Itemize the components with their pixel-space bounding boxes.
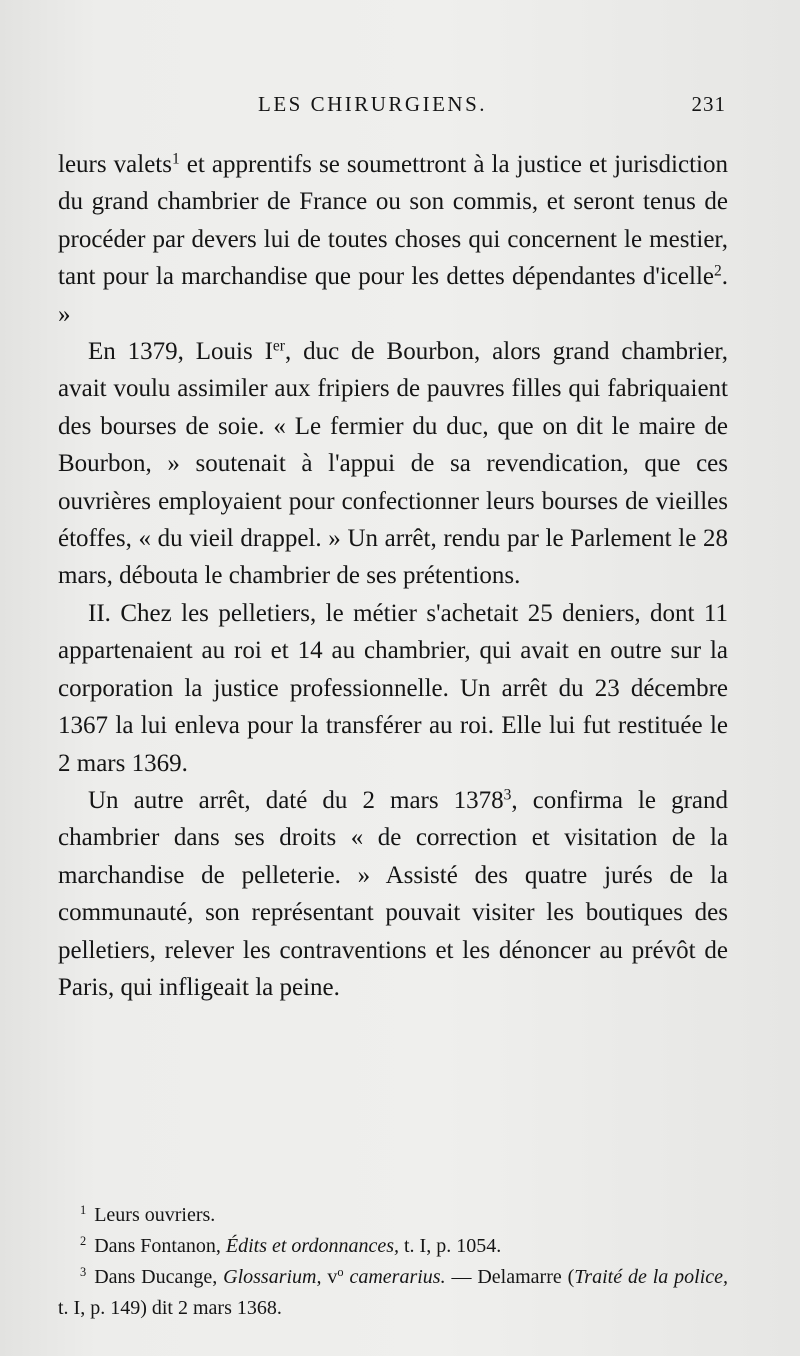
body-text bbox=[58, 146, 728, 1006]
footnote-ref-2: 2 bbox=[714, 262, 722, 280]
footnote-text: Dans Fontanon, bbox=[94, 1235, 226, 1257]
footnote-3 bbox=[58, 1262, 728, 1324]
footnote-ref-3: 3 bbox=[503, 786, 512, 804]
footnote-text: t. I, p. 149) dit 2 mars 1368. bbox=[58, 1297, 282, 1319]
superscript: o bbox=[337, 1265, 344, 1280]
ordinal-superscript: er bbox=[272, 337, 285, 355]
footnote-term: camerarius. bbox=[349, 1266, 446, 1288]
footnote-1 bbox=[58, 1200, 728, 1231]
footnote-text: v bbox=[321, 1266, 338, 1288]
footnote-title: Traité de la police, bbox=[574, 1266, 729, 1288]
text-run: En 1379, Louis I bbox=[88, 338, 273, 366]
page-header bbox=[62, 92, 726, 122]
footnote-number: 2 bbox=[80, 1234, 87, 1249]
paragraph-4 bbox=[58, 782, 728, 1006]
running-title: LES CHIRURGIENS. bbox=[258, 92, 488, 116]
text-run: Un autre arrêt, daté du 2 mars 1378 bbox=[88, 786, 504, 814]
footnote-text: Dans Ducange, bbox=[94, 1266, 224, 1288]
paragraph-1 bbox=[58, 146, 728, 333]
footnote-text: — Delamarre ( bbox=[445, 1266, 575, 1288]
footnote-ref-1: 1 bbox=[171, 150, 180, 168]
footnote-text: t. I, p. 1054. bbox=[399, 1235, 502, 1257]
footnote-title: Édits et ordonnances, bbox=[225, 1235, 399, 1257]
page-number: 231 bbox=[691, 92, 726, 116]
paragraph-3: II. Chez les pelletiers, le métier s'achetait 25 deniers, dont 11 appartenaient au roi et 14 au chambrier, qui avait en outre sur la corporation la justice professionnelle. Un arrêt du 23 décembre 1367 la lui enleva pour la transférer au roi. Elle lui fut restituée le 2 mars 1369. bbox=[58, 599, 728, 777]
paragraph-2 bbox=[58, 333, 728, 595]
footnote-number: 3 bbox=[80, 1265, 87, 1280]
footnote-2 bbox=[58, 1231, 728, 1262]
footnote-title: Glossarium, bbox=[223, 1266, 322, 1288]
text-run: , duc de Bourbon, alors grand chambrier, avait voulu assimiler aux fripiers de pauvres filles qui fabriquaient des bourses de soie. « Le fermier du duc, que on dit le maire de Bourbon, » soutenait à l'appui de sa revendication, que ces ouvrières employaient pour confectionner leurs bourses de vieilles étoffes, « du vieil drappel. » Un arrêt, rendu par le Parlement le 28 mars, débouta le chambrier de ses prétentions. bbox=[58, 338, 728, 590]
footnote-text: Leurs ouvriers. bbox=[94, 1204, 216, 1226]
text-run: et apprentifs se soumettront à la justice et jurisdiction du grand chambrier de France ou son commis, et seront tenus de procéder par devers lui de toutes choses qui concernent le mestier, tant pour la marchandise que pour les dettes dépendantes d'icelle bbox=[58, 151, 728, 291]
footnote-number: 1 bbox=[80, 1203, 87, 1218]
text-run: . » bbox=[58, 263, 728, 328]
footnotes bbox=[58, 1200, 728, 1324]
text-run: , confirma le grand chambrier dans ses droits « de correction et visitation de la marchandise de pelleterie. » Assisté des quatre jurés de la communauté, son représentant pouvait visiter les boutiques des pelletiers, relever les contraventions et les dénoncer au prévôt de Paris, qui infligeait la peine. bbox=[58, 786, 728, 1001]
text-run: leurs valets bbox=[58, 151, 172, 178]
